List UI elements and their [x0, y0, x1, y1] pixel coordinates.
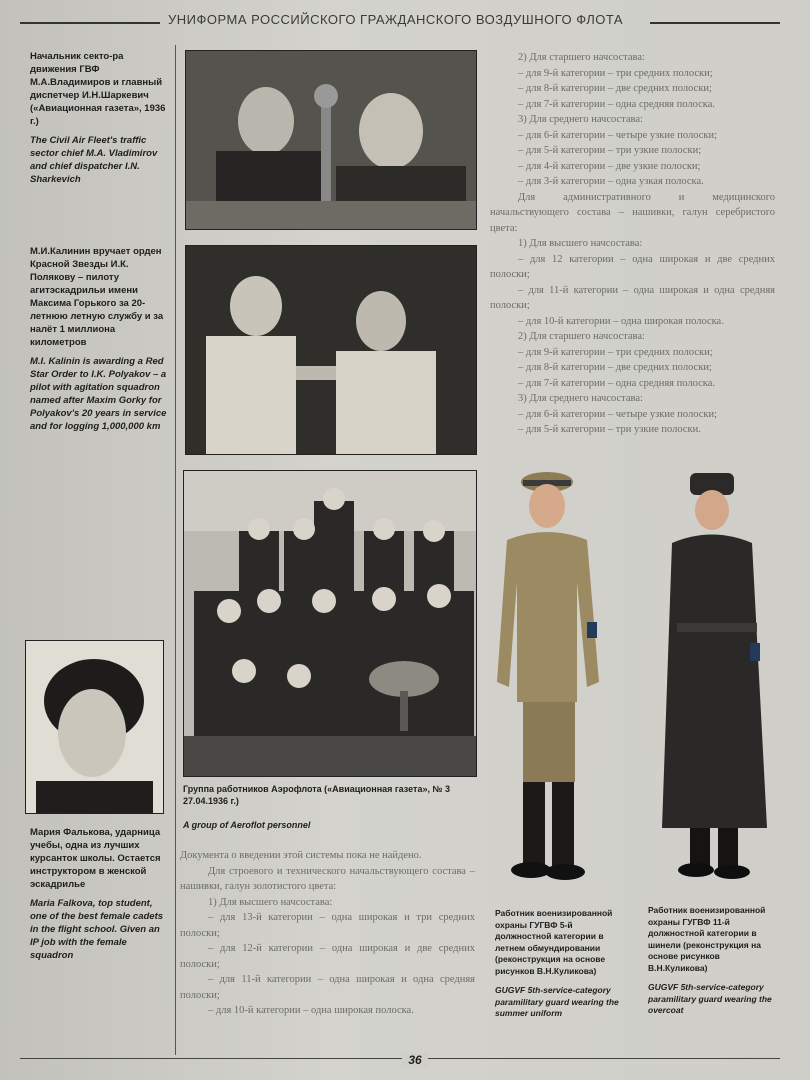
caption-group-ru: Группа работников Аэрофлота («Авиационная газета», № 3 27.04.1936 г.)	[183, 784, 450, 806]
right-text-line: 2) Для старшего начсостава:	[518, 52, 645, 63]
caption-kalinin-en: M.I. Kalinin is awarding a Red Star Order to I.K. Polyakov – a pilot with agitation squadron named after Maxim Gorky for Polyakov's 20 years in service and for logging 1,000,000 km	[30, 356, 167, 432]
right-text-line: – для 10-й категории – одна широкая полоска.	[518, 315, 724, 327]
illustration-summer-uniform	[495, 462, 625, 902]
photo-dispatchers-art	[186, 51, 476, 229]
photo-dispatchers	[185, 50, 477, 230]
caption-dispatchers-ru: Начальник секто-ра движения ГВФ М.А.Владимиров и главный диспетчер И.Н.Шаркевич («Авиационная газета», 1936 г.)	[30, 51, 166, 127]
header-rule-left	[20, 22, 160, 24]
right-text-line: – для 11-й категории – одна широкая и одна средняя полоски;	[490, 284, 775, 311]
caption-summer-en: GUGVF 5th-service-category paramilitary guard wearing the summer uniform	[495, 985, 619, 1018]
right-text-line: – для 7-й категории – одна средняя полоска.	[518, 98, 716, 110]
right-text-line: – для 6-й категории – четыре узкие полоски;	[518, 129, 718, 141]
right-text-line: – для 6-й категории – четыре узкие полоски;	[518, 408, 718, 420]
photo-aeroflot-group	[183, 470, 477, 777]
right-text-line: – для 12 категории – одна широкая и две средних полоски;	[490, 253, 775, 280]
right-text-line: 2) Для старшего начсостава:	[518, 331, 645, 342]
bottom-text-line: – для 11-й категории – одна широкая и одна средняя полоски;	[180, 974, 475, 1001]
right-text-line: – для 3-й категории – одна узкая полоска.	[518, 176, 704, 187]
right-text-line: Для административного и медицинского начальствующего состава – нашивки, галун серебристого цвета:	[490, 191, 775, 234]
bottom-text-line: – для 12-й категории – одна широкая и две средних полоски;	[180, 943, 475, 970]
right-text-line: – для 8-й категории – две средних полоски;	[518, 83, 712, 94]
right-text-line: – для 7-й категории – одна средняя полоска.	[518, 377, 716, 389]
right-text-line: – для 9-й категории – три средних полоски;	[518, 346, 713, 358]
right-text-column	[490, 50, 775, 438]
caption-dispatchers	[30, 50, 170, 186]
caption-falkova	[30, 826, 170, 962]
footer-rule	[20, 1058, 780, 1059]
caption-dispatchers-en: The Civil Air Fleet's traffic sector chief M.A. Vladimirov and chief dispatcher I.N. Sharkevich	[30, 135, 158, 185]
photo-falkova	[25, 640, 164, 814]
header-rule-right	[650, 22, 780, 24]
right-text-line: 1) Для высшего начсостава:	[518, 238, 643, 249]
bottom-text-line: 1) Для высшего начсостава:	[208, 896, 333, 908]
summer-uniform-art	[495, 462, 625, 902]
overcoat-uniform-art	[652, 468, 777, 898]
caption-falkova-en: Maria Falkova, top student, one of the best female cadets in the flight school. Given an IP job with the female squadron	[30, 898, 164, 961]
caption-falkova-ru: Мария Фалькова, ударница учебы, одна из лучших курсанток школы. Остается инструктором в женской эскадрилье	[30, 827, 161, 890]
caption-group	[183, 783, 478, 831]
caption-overcoat-uniform	[648, 905, 780, 1017]
caption-summer-ru: Работник военизированной охраны ГУГВФ 5-й должностной категории в летнем обмундировании (реконструкция на основе рисунков В.Н.Куликова)	[495, 908, 613, 976]
illustration-overcoat-uniform	[652, 468, 777, 898]
photo-kalinin-award	[185, 245, 477, 455]
right-text-line: 3) Для среднего начсостава:	[518, 393, 643, 404]
page-number: 36	[402, 1053, 428, 1067]
photo-group-art	[184, 471, 476, 776]
bottom-text-line: Для строевого и технического начальствующего состава – нашивки, галун золотистого цвета:	[180, 865, 475, 892]
caption-summer-uniform	[495, 908, 630, 1020]
bottom-text-line: – для 13-й категории – одна широкая и три средних полоски;	[180, 912, 475, 939]
caption-overcoat-en: GUGVF 5th-service-category paramilitary guard wearing the overcoat	[648, 982, 772, 1015]
column-divider	[175, 45, 176, 1055]
right-text-line: – для 4-й категории – две узкие полоски;	[518, 160, 701, 172]
photo-kalinin-art	[186, 246, 476, 454]
caption-kalinin	[30, 245, 170, 433]
right-text-line: – для 5-й категории – три узкие полоски;	[518, 145, 702, 156]
bottom-text-line: Документа о введении этой системы пока не найдено.	[180, 850, 422, 861]
right-text-line: – для 5-й категории – три узкие полоски.	[518, 424, 701, 435]
bottom-text-line: – для 10-й категории – одна широкая полоска.	[208, 1005, 414, 1016]
right-text-line: – для 8-й категории – две средних полоски;	[518, 362, 712, 373]
photo-falkova-art	[26, 641, 163, 813]
right-text-line: – для 9-й категории – три средних полоски;	[518, 67, 713, 79]
right-text-line: 3) Для среднего начсостава:	[518, 114, 643, 125]
caption-kalinin-ru: М.И.Калинин вручает орден Красной Звезды И.К. Полякову – пилоту агитэскадрильи имени Максима Горького за 20-летнюю летную службу и за налёт 1 миллиона километров	[30, 246, 164, 348]
caption-overcoat-ru: Работник военизированной охраны ГУГВФ 11-й должностной категории в шинели (реконструкция на основе рисунков В.Н.Куликова)	[648, 905, 766, 973]
bottom-text-column	[180, 848, 475, 1019]
running-header: УНИФОРМА РОССИЙСКОГО ГРАЖДАНСКОГО ВОЗДУШНОГО ФЛОТА	[168, 12, 624, 27]
caption-group-en: A group of Aeroflot personnel	[183, 820, 311, 830]
